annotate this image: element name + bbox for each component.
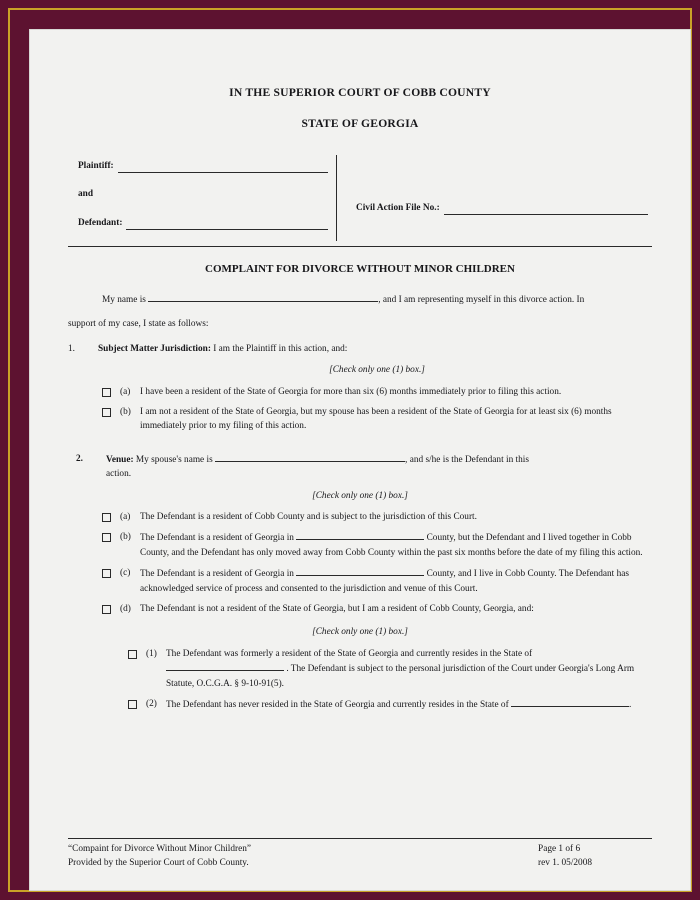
section-1-option-b-tag: (b) bbox=[120, 407, 131, 418]
section-1-option-b-text: I am not a resident of the State of Georgia, but my spouse has been a resident of the State of Georgia for at least six (6) months immediately prior to my filing of this action. bbox=[140, 407, 612, 432]
defendant-input-line[interactable] bbox=[126, 219, 328, 230]
section-2-suboption-2[interactable] bbox=[128, 697, 652, 712]
footer-provider: Provided by the Superior Court of Cobb County. bbox=[68, 857, 249, 868]
section-2-suboption-1-tag: (1) bbox=[146, 648, 157, 659]
intro-text-part-2: , and I am representing myself in this divorce action. In bbox=[378, 294, 585, 305]
section-1-heading-text: I am the Plaintiff in this action, and: bbox=[213, 343, 348, 354]
civil-action-label: Civil Action File No.: bbox=[356, 202, 440, 213]
section-1-instruction: [Check only one (1) box.] bbox=[329, 365, 425, 376]
name-input-line[interactable] bbox=[148, 292, 378, 302]
defendant-label: Defendant: bbox=[78, 217, 123, 228]
section-2-suboption-1[interactable] bbox=[128, 647, 652, 691]
section-2-option-c-tag: (c) bbox=[120, 568, 131, 579]
plaintiff-input-line[interactable] bbox=[118, 162, 328, 173]
document-page bbox=[29, 29, 691, 891]
court-heading-line-1: IN THE SUPERIOR COURT OF COBB COUNTY bbox=[229, 86, 491, 99]
caption-and-label: and bbox=[78, 189, 93, 200]
section-2-option-a-text: The Defendant is a resident of Cobb County and is subject to the jurisdiction of this Court. bbox=[140, 512, 477, 523]
decorative-border bbox=[8, 8, 692, 892]
section-2-option-c-text bbox=[140, 566, 652, 596]
section-2-suboption-2-text-1: The Defendant has never resided in the State of Georgia and currently resides in the State of bbox=[166, 700, 509, 711]
section-2 bbox=[68, 452, 652, 482]
checkbox-1a[interactable] bbox=[102, 388, 111, 397]
section-2-option-a-tag: (a) bbox=[120, 512, 131, 523]
checkbox-2d2[interactable] bbox=[128, 700, 137, 709]
section-2-option-c-text-2: County, and I live in Cobb County. The Defendant has acknowledged service of process and consented to the jurisdiction and venue of this Court. bbox=[140, 569, 629, 594]
section-2-option-c[interactable] bbox=[102, 566, 652, 596]
section-1-option-a-tag: (a) bbox=[120, 386, 131, 397]
section-2-instruction: [Check only one (1) box.] bbox=[312, 490, 408, 501]
plaintiff-label: Plaintiff: bbox=[78, 160, 114, 171]
page-footer bbox=[68, 838, 652, 870]
intro-text-part-1: My name is bbox=[102, 294, 146, 305]
county-input-line-c[interactable] bbox=[296, 566, 424, 576]
state-input-line-2[interactable] bbox=[511, 697, 629, 707]
section-2-option-b-text bbox=[140, 530, 652, 560]
intro-paragraph-continued: support of my case, I state as follows: bbox=[68, 319, 209, 330]
section-2-suboption-1-text-2: . The Defendant is subject to the personal jurisdiction of the Court under Georgia's Long Arm Statute, O.C.G.A. § 9-10-91(5). bbox=[166, 664, 635, 689]
intro-paragraph bbox=[68, 292, 652, 307]
section-2-suboption-2-tag: (2) bbox=[146, 699, 157, 710]
footer-right bbox=[538, 843, 652, 870]
section-2-heading-text-2: , and s/he is the Defendant in this bbox=[405, 454, 529, 465]
section-2-option-b-text-2: County, but the Defendant and I lived together in Cobb County, and the Defendant has only moved away from Cobb County within the past six months before the date of my filing this action. bbox=[140, 533, 643, 558]
caption-divider-vertical bbox=[336, 155, 337, 241]
section-2-heading: Venue: bbox=[106, 454, 134, 465]
section-2-suboption-2-text-2: . bbox=[629, 700, 632, 711]
checkbox-2b[interactable] bbox=[102, 533, 111, 542]
section-1-number: 1. bbox=[68, 343, 75, 354]
section-2-option-d[interactable] bbox=[102, 602, 652, 616]
checkbox-2a[interactable] bbox=[102, 513, 111, 522]
section-2-option-b-tag: (b) bbox=[120, 532, 131, 543]
section-2-option-b-text-1: The Defendant is a resident of Georgia in bbox=[140, 533, 294, 544]
section-2-number: 2. bbox=[76, 453, 83, 464]
caption-divider-horizontal bbox=[68, 246, 652, 247]
section-2-option-d-text: The Defendant is not a resident of the State of Georgia, but I am a resident of Cobb County, Georgia, and: bbox=[140, 604, 534, 615]
checkbox-2d1[interactable] bbox=[128, 650, 137, 659]
checkbox-2d[interactable] bbox=[102, 605, 111, 614]
section-2-sub-instruction: [Check only one (1) box.] bbox=[312, 627, 408, 638]
section-2-suboption-2-text bbox=[166, 697, 652, 712]
section-1-option-a-text: I have been a resident of the State of Georgia for more than six (6) months immediately prior to filing this action. bbox=[140, 386, 562, 397]
section-2-heading-text-1: My spouse's name is bbox=[135, 454, 213, 465]
footer-doc-name: “Compaint for Divorce Without Minor Children” bbox=[68, 844, 252, 855]
section-1 bbox=[68, 342, 652, 356]
court-heading bbox=[68, 84, 652, 133]
caption-parties bbox=[78, 159, 328, 244]
footer-page-number: Page 1 of 6 bbox=[538, 844, 581, 855]
section-2-option-a[interactable] bbox=[102, 510, 652, 524]
plaintiff-row bbox=[78, 159, 328, 173]
section-1-option-a[interactable] bbox=[102, 385, 652, 399]
checkbox-2c[interactable] bbox=[102, 569, 111, 578]
footer-left bbox=[68, 843, 251, 870]
section-1-heading: Subject Matter Jurisdiction: bbox=[98, 343, 211, 354]
civil-action-row bbox=[356, 201, 648, 215]
section-2-option-d-tag: (d) bbox=[120, 604, 131, 615]
civil-action-input-line[interactable] bbox=[444, 204, 648, 215]
document-title: COMPLAINT FOR DIVORCE WITHOUT MINOR CHILDREN bbox=[205, 262, 515, 275]
section-2-suboption-1-text-1: The Defendant was formerly a resident of the State of Georgia and currently resides in the State of bbox=[166, 648, 533, 659]
court-heading-line-2: STATE OF GEORGIA bbox=[301, 116, 419, 130]
spouse-name-input-line[interactable] bbox=[215, 452, 405, 462]
footer-revision: rev 1. 05/2008 bbox=[538, 857, 592, 868]
section-2-suboption-1-text bbox=[166, 647, 652, 691]
footer-rule bbox=[68, 838, 652, 839]
section-2-heading-text-3: action. bbox=[106, 469, 132, 480]
county-input-line-b[interactable] bbox=[296, 530, 424, 540]
section-1-option-b[interactable] bbox=[102, 405, 652, 434]
section-2-option-c-text-1: The Defendant is a resident of Georgia in bbox=[140, 569, 294, 580]
section-2-option-b[interactable] bbox=[102, 530, 652, 560]
checkbox-1b[interactable] bbox=[102, 408, 111, 417]
case-caption bbox=[68, 155, 652, 247]
state-input-line-1[interactable] bbox=[166, 661, 284, 671]
defendant-row bbox=[78, 216, 328, 230]
